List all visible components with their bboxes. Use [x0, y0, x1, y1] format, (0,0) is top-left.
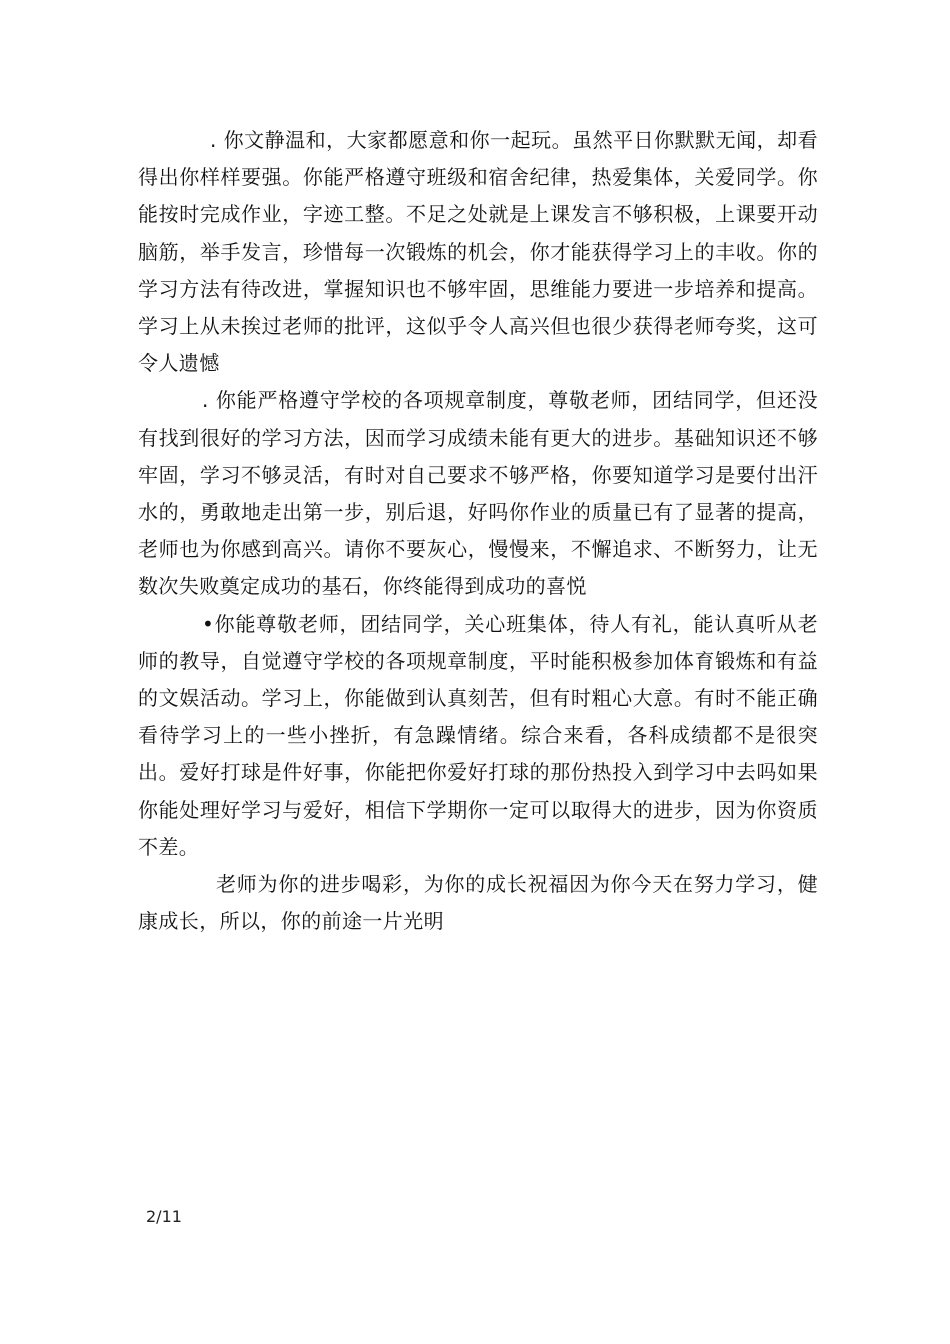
- comment-paragraph-3: •你能尊敬老师，团结同学，关心班集体，待人有礼，能认真听从老师的教导，自觉遵守学校的各项规章制度，平时能积极参加体育锻炼和有益的文娱活动。学习上，你能做到认真刻苦，但有时粗心大意。有时不能正确看待学习上的一些小挫折，有急躁情绪。综合来看，各科成绩都不是很突出。爱好打球是件好事，你能把你爱好打球的那份热投入到学习中去吗如果你能处理好学习与爱好，相信下学期你一定可以取得大的进步，因为你资质不差。: [138, 611, 818, 859]
- document-body: [138, 122, 818, 940]
- page-number: 2/11: [146, 1207, 182, 1226]
- comment-paragraph-4: 老师为你的进步喝彩，为你的成长祝福因为你今天在努力学习，健康成长，所以，你的前途一片光明: [138, 872, 818, 934]
- comment-paragraph-1: . 你文静温和，大家都愿意和你一起玩。虽然平日你默默无闻，却看得出你样样要强。你能严格遵守班级和宿舍纪律，热爱集体，关爱同学。你能按时完成作业，字迹工整。不足之处就是上课发言不够积极，上课要开动脑筋，举手发言，珍惜每一次锻炼的机会，你才能获得学习上的丰收。你的学习方法有待改进，掌握知识也不够牢固，思维能力要进一步培养和提高。学习上从未挨过老师的批评，这似乎令人高兴但也很少获得老师夸奖，这可令人遗憾: [138, 128, 818, 376]
- comment-paragraph-2: . 你能严格遵守学校的各项规章制度，尊敬老师，团结同学，但还没有找到很好的学习方法，因而学习成绩未能有更大的进步。基础知识还不够牢固，学习不够灵活，有时对自己要求不够严格，你要知道学习是要付出汗水的，勇敢地走出第一步，别后退，好吗你作业的质量已有了显著的提高，老师也为你感到高兴。请你不要灰心，慢慢来，不懈追求、不断努力，让无数次失败奠定成功的基石，你终能得到成功的喜悦: [138, 388, 818, 599]
